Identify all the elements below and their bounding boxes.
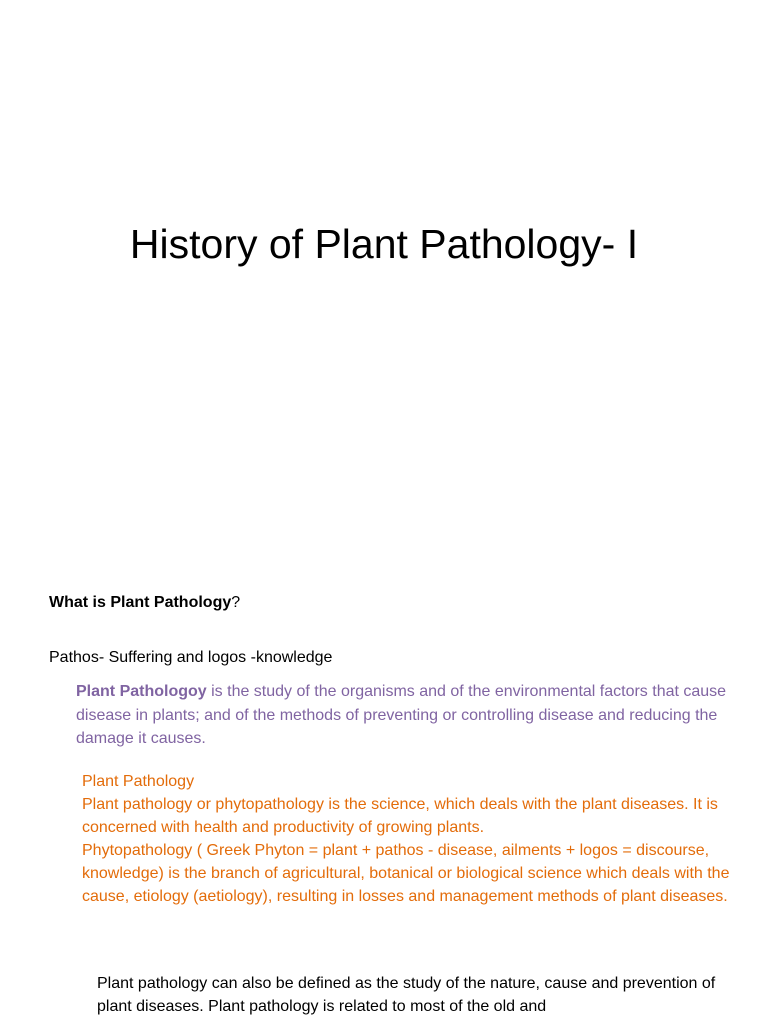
page-title: History of Plant Pathology- I — [129, 221, 639, 267]
phytopathology-block — [82, 770, 748, 908]
etymology-line: Pathos- Suffering and logos -knowledge — [49, 649, 333, 666]
question-bold-text: What is Plant Pathology — [49, 594, 232, 611]
definition-term: Plant Pathologoy — [76, 683, 207, 700]
phytopathology-paragraph-1: Plant pathology or phytopathology is the science, which deals with the plant diseases. It is concerned with health and productivity of growing plants. — [82, 796, 718, 836]
definition-paragraph — [76, 680, 748, 751]
definition-continued-paragraph: Plant pathology can also be defined as the study of the nature, cause and prevention of plant diseases. Plant pathology is related to most of the old and — [97, 975, 716, 1015]
question-mark: ? — [231, 594, 241, 611]
phytopathology-heading: Plant Pathology — [82, 773, 195, 790]
definition-text: is the study of the organisms and of the environmental factors that cause disease in plants; and of the methods of preventing or controlling disease and reducing the damage it causes. — [76, 683, 727, 747]
phytopathology-paragraph-2: Phytopathology ( Greek Phyton = plant + pathos - disease, ailments + logos = discourse, knowledge) is the branch of agricultural, botanical or biological science which deals with the cause, etiology (aetiology), resulting in losses and management methods of plant diseases. — [82, 842, 730, 905]
question-heading — [49, 592, 240, 614]
